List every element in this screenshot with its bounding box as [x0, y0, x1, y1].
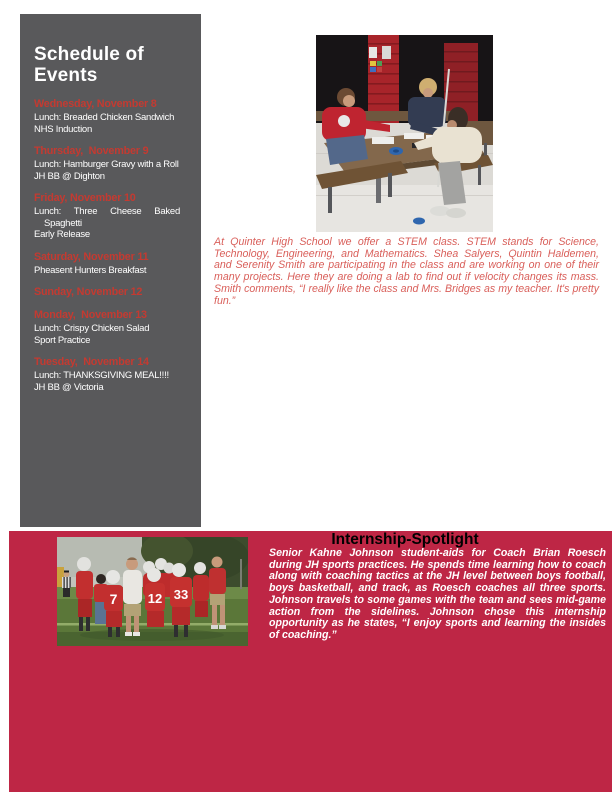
day-date: Friday, November 10 — [34, 192, 136, 204]
internship-section — [9, 531, 612, 792]
schedule-day — [34, 145, 190, 182]
day-date: Thursday, November 9 — [34, 145, 149, 157]
internship-paragraph: Senior Kahne Johnson student-aids for Coach Brian Roesch during JH sports practices. He spends time learning how to coach along with coaching tactics at the JH level between boys football, boys basketball, and track, as Roesch coaches all three sports. Johnson travels to some games with the team and sees mid-game action from the sidelines. Johnson chose this internship opportunity as he states, “I enjoy sports and learning the insides of coaching.” — [269, 547, 606, 641]
day-item: Lunch: Breaded Chicken Sandwich — [34, 112, 175, 123]
jersey-number-33: 33 — [173, 587, 189, 602]
day-item: Lunch: Crispy Chicken Salad — [34, 323, 150, 334]
jersey-number-7: 7 — [109, 591, 118, 607]
day-item: JH BB @ Dighton — [34, 170, 105, 182]
schedule-day — [34, 356, 190, 393]
schedule-day — [34, 286, 190, 299]
sidebar-title: Schedule of Events — [34, 44, 144, 86]
schedule-day — [34, 309, 190, 346]
stem-paragraph: At Quinter High School we offer a STEM class. STEM stands for Science, Technology, Engineering, and Mathematics. Shea Salyers, Quintin Haldemen, and Serenity Smith are participating in the class and are working on one of their many projects. Here they are doing a lab to find out if velocity changes its mass. Smith comments, “I really like the class and Mrs. Bridges as my teacher. It's pretty fun.” — [214, 236, 599, 307]
day-item: NHS Induction — [34, 123, 93, 135]
schedule-sidebar — [20, 14, 201, 527]
day-item: Pheasent Hunters Breakfast — [34, 264, 147, 276]
football-huddle-photo — [57, 537, 248, 646]
schedule-day — [34, 192, 190, 241]
day-date: Saturday, November 11 — [34, 250, 149, 263]
day-date: Monday, November 13 — [34, 309, 147, 321]
internship-heading: Internship-Spotlight — [331, 531, 479, 548]
day-date: Tuesday, November 14 — [34, 356, 149, 368]
day-date: Sunday, November 12 — [34, 286, 143, 298]
schedule-list — [34, 98, 190, 403]
schedule-day — [34, 98, 190, 135]
jersey-number-12: 12 — [147, 591, 163, 606]
day-item: Early Release — [34, 229, 90, 240]
day-item: Sport Practice — [34, 334, 91, 346]
day-date: Wednesday, November 8 — [34, 98, 157, 110]
stem-class-photo — [316, 35, 493, 232]
schedule-day — [34, 251, 190, 277]
day-item: Lunch: THANKSGIVING MEAL!!!! — [34, 370, 169, 381]
day-item: JH BB @ Victoria — [34, 381, 104, 393]
day-item: Lunch: Three Cheese Baked Spaghetti — [34, 206, 180, 229]
day-item: Lunch: Hamburger Gravy with a Roll — [34, 159, 179, 170]
